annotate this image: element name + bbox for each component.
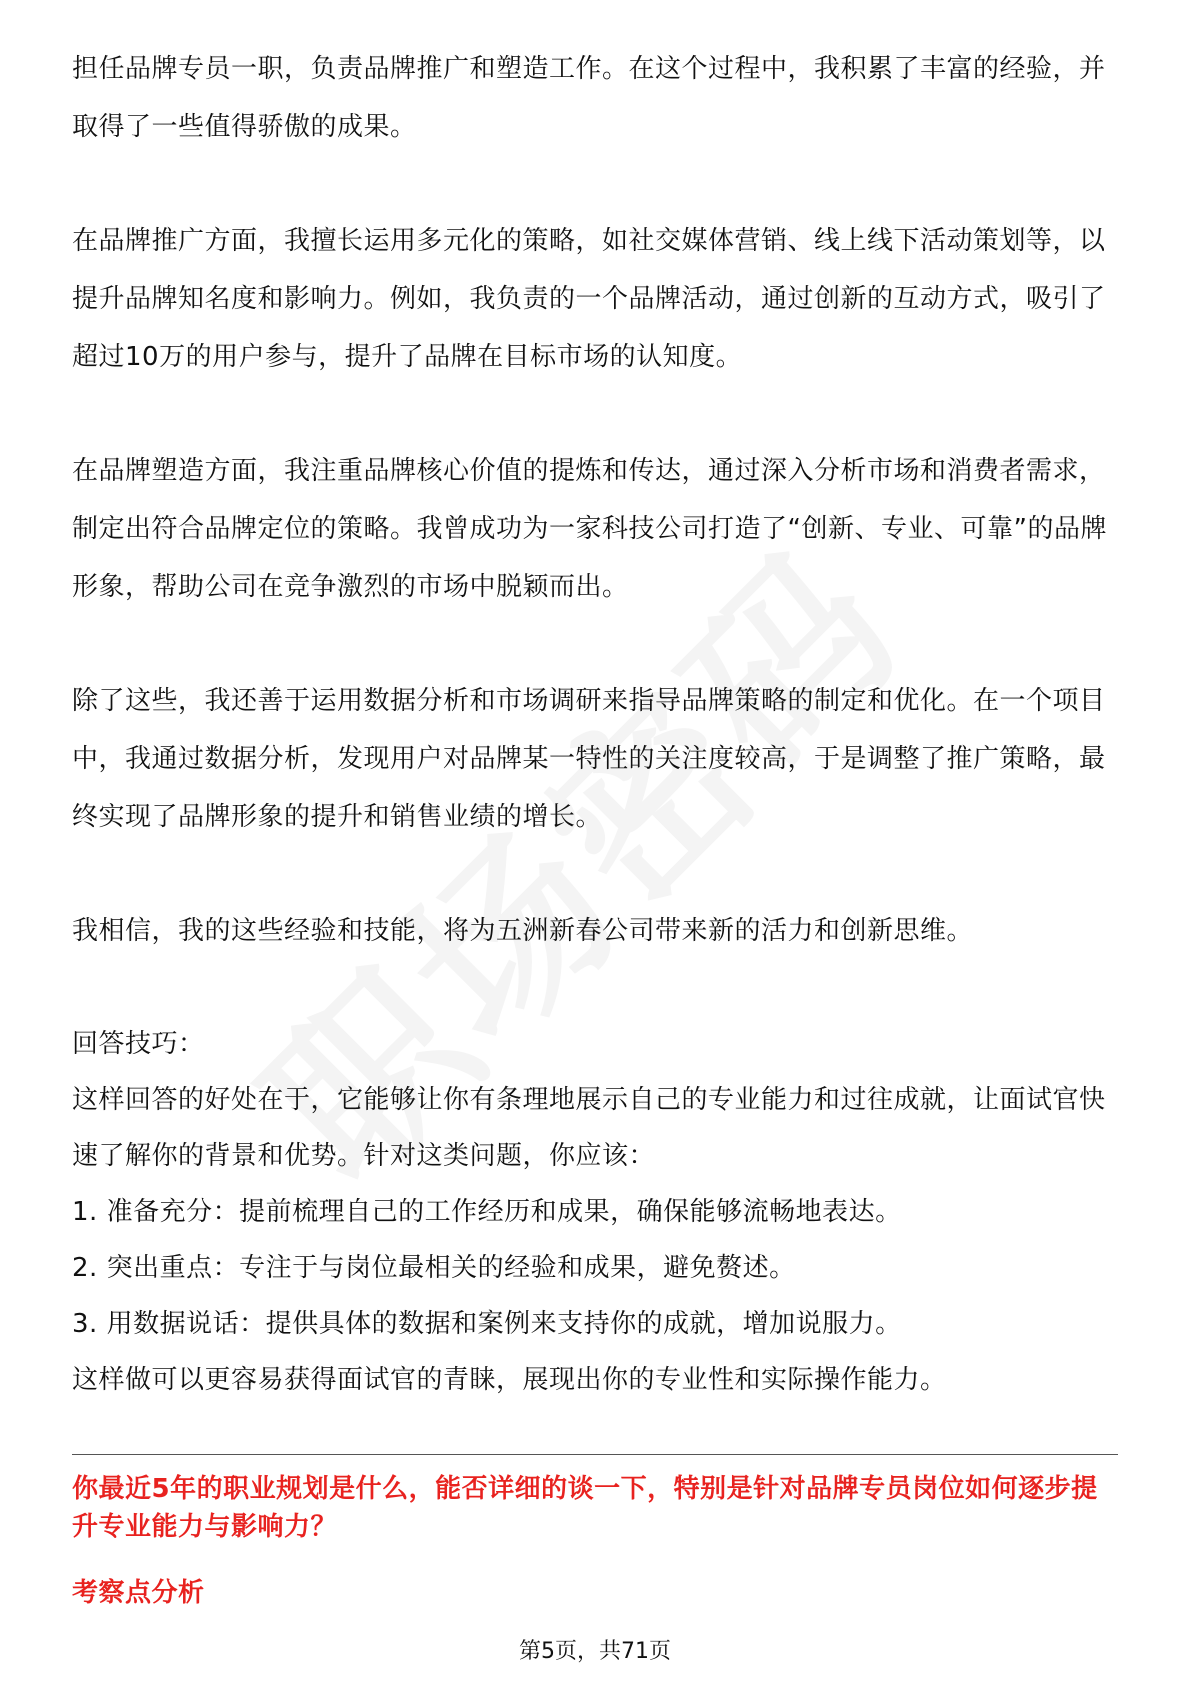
paragraph-data-analysis: 除了这些，我还善于运用数据分析和市场调研来指导品牌策略的制定和优化。在一个项目中，我通过数据分析，发现用户对品牌某一特性的关注度较高，于是调整了推广策略，最终实现了品牌形象的提升和销售业绩的增长。 bbox=[72, 686, 1106, 832]
document-body bbox=[72, 40, 1118, 1408]
tips-item: 3. 用数据说话：提供具体的数据和案例来支持你的成就，增加说服力。 bbox=[72, 1309, 902, 1339]
analysis-heading: 考察点分析 bbox=[72, 1578, 205, 1608]
tips-item: 1. 准备充分：提前梳理自己的工作经历和成果，确保能够流畅地表达。 bbox=[72, 1197, 902, 1227]
answer-tips bbox=[72, 1016, 1118, 1408]
tips-item: 2. 突出重点：专注于与岗位最相关的经验和成果，避免赘述。 bbox=[72, 1253, 796, 1283]
paragraph-promotion: 在品牌推广方面，我擅长运用多元化的策略，如社交媒体营销、线上线下活动策划等，以提升品牌知名度和影响力。例如，我负责的一个品牌活动，通过创新的互动方式，吸引了超过10万的用户参与，提升了品牌在目标市场的认知度。 bbox=[72, 226, 1106, 372]
section-divider bbox=[72, 1454, 1118, 1455]
page-number: 第5页，共71页 bbox=[519, 1639, 671, 1664]
next-question: 你最近5年的职业规划是什么，能否详细的谈一下，特别是针对品牌专员岗位如何逐步提升专业能力与影响力？ bbox=[72, 1474, 1098, 1542]
tips-conclusion: 这样做可以更容易获得面试官的青睐，展现出你的专业性和实际操作能力。 bbox=[72, 1365, 947, 1395]
tips-heading: 回答技巧： bbox=[72, 1029, 205, 1059]
paragraph-experience: 担任品牌专员一职，负责品牌推广和塑造工作。在这个过程中，我积累了丰富的经验，并取得了一些值得骄傲的成果。 bbox=[72, 54, 1106, 142]
paragraph-branding: 在品牌塑造方面，我注重品牌核心价值的提炼和传达，通过深入分析市场和消费者需求，制定出符合品牌定位的策略。我曾成功为一家科技公司打造了“创新、专业、可靠”的品牌形象，帮助公司在竞争激烈的市场中脱颖而出。 bbox=[72, 456, 1107, 602]
paragraph-closing: 我相信，我的这些经验和技能，将为五洲新春公司带来新的活力和创新思维。 bbox=[72, 916, 974, 946]
tips-intro: 这样回答的好处在于，它能够让你有条理地展示自己的专业能力和过往成就，让面试官快速了解你的背景和优势。针对这类问题，你应该： bbox=[72, 1085, 1106, 1171]
